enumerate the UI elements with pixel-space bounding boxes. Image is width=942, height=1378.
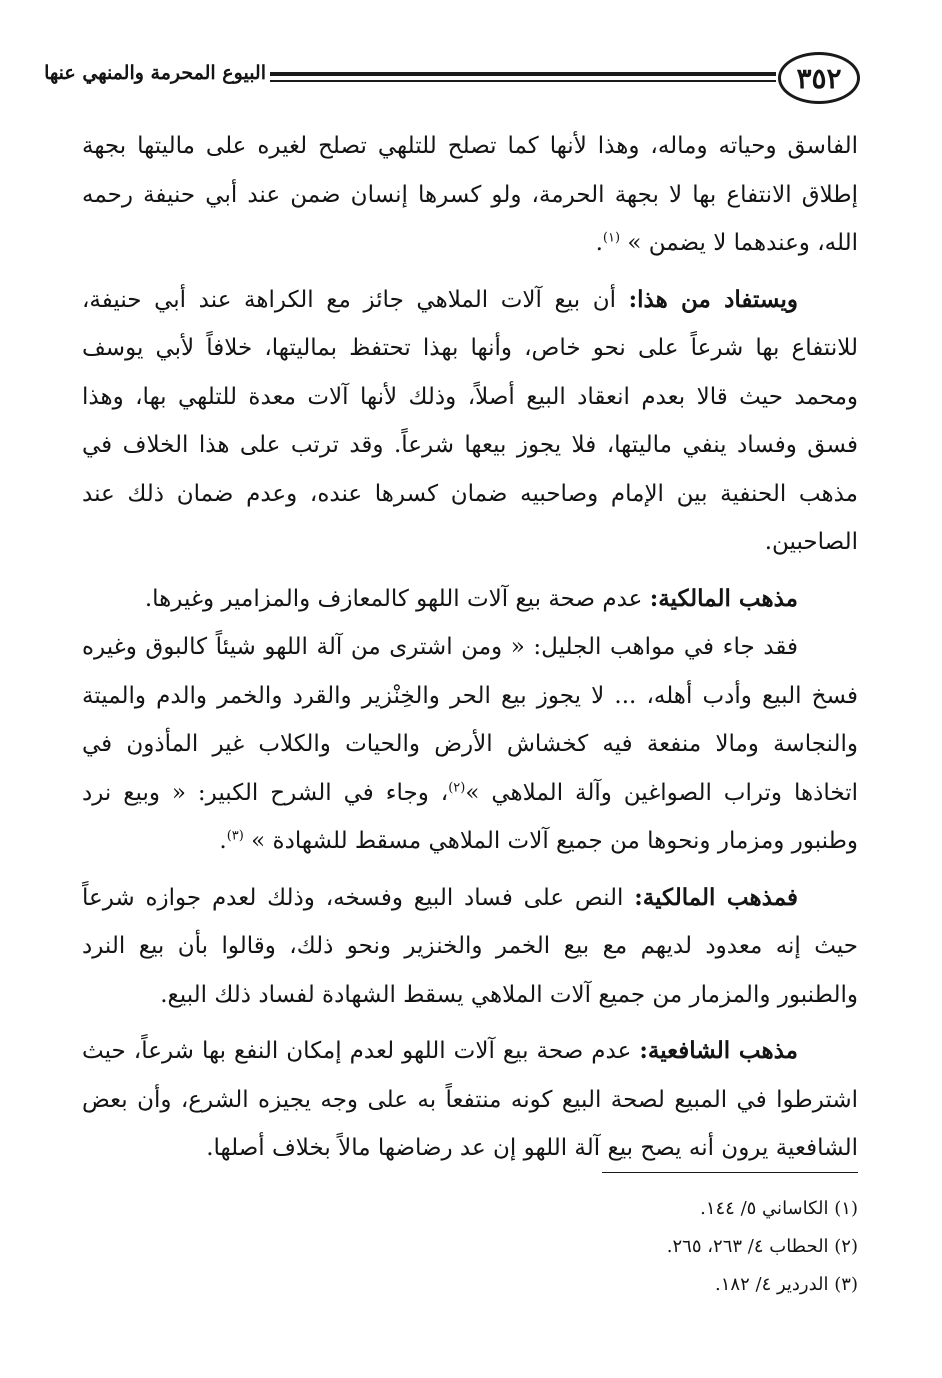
- footnote: (٢) الحطاب ٤/ ٢٦٣، ٢٦٥.: [666, 1236, 858, 1257]
- paragraph: [82, 1027, 858, 1173]
- paragraph: [82, 623, 858, 866]
- paragraph-tail: .: [219, 828, 227, 854]
- footnote-reference[interactable]: (١): [602, 230, 621, 246]
- paragraph-text: النص على فساد البيع وفسخه، وذلك لعدم جوازه شرعاً حيث إنه معدود لديهم مع بيع الخمر والخنزير ونحو ذلك، وقالوا بأن بيع النرد والطنبور والمزمار من جميع آلات الملاهي يسقط الشهادة لفساد ذلك البيع.: [82, 884, 858, 1008]
- page-number: ٣٥٢: [778, 52, 860, 104]
- paragraph-text: عدم صحة بيع آلات اللهو كالمعازف والمزامير وغيرها.: [144, 585, 650, 612]
- footnotes: [358, 1190, 858, 1304]
- paragraph-text: أن بيع آلات الملاهي جائز مع الكراهة عند أبي حنيفة، للانتفاع بها شرعاً على نحو خاص، وأنها بهذا تحتفظ بماليتها، خلافاً لأبي يوسف ومحمد حيث قالا بعدم انعقاد البيع أصلاً، وذلك لأنها آلات معدة للتلهي بها، وهذا فسق وفساد ينفي ماليتها، فلا يجوز بيعها شرعاً. وقد ترتب على هذا الخلاف في مذهب الحنفية بين الإمام وصاحبيه ضمان كسرها عنده، وعدم ضمان ذلك عند الصاحبين.: [82, 286, 858, 555]
- footnote: (١) الكاساني ٥/ ١٤٤.: [700, 1198, 858, 1219]
- header-rule: [270, 72, 776, 82]
- footnote-reference[interactable]: (٣): [226, 828, 244, 844]
- footnote-reference[interactable]: (٢): [448, 779, 466, 795]
- paragraph-lead: فمذهب المالكية:: [634, 883, 798, 911]
- paragraph: [82, 122, 858, 268]
- running-title: البيوع المحرمة والمنهي عنها: [44, 62, 266, 84]
- paragraph-text: عدم صحة بيع آلات اللهو لعدم إمكان النفع بها شرعاً، حيث اشترطوا في المبيع لصحة البيع كونه منتفعاً به على وجه يجيزه الشرع، وأن بعض الشافعية يرون أنه يصح بيع آلة اللهو إن عد رضاضها مالاً بخلاف أصلها.: [82, 1038, 858, 1161]
- paragraph: [82, 276, 858, 567]
- paragraph: [82, 575, 858, 624]
- paragraph-lead: مذهب المالكية:: [649, 584, 798, 612]
- paragraph-lead: مذهب الشافعية:: [639, 1037, 799, 1064]
- paragraph-tail: ، وجاء في الشرح الكبير: « وبيع نرد وطنبور ومزمار ونحوها من جميع آلات الملاهي مسقط للشهادة »: [82, 779, 858, 854]
- paragraph-text: فقد جاء في مواهب الجليل: « ومن اشترى من آلة اللهو شيئاً كالبوق وغيره فسخ البيع وأدب أهله، ... لا يجوز بيع الحر والخِنْزير والقرد والخمر والدم والميتة والنجاسة ومالا منفعة فيه كخشاش الأرض والحيات والكلاب غير المأذون في اتخاذها وتراب الصواغين وآلة الملاهي »: [82, 634, 858, 806]
- footnote: (٣) الدردير ٤/ ١٨٢.: [715, 1274, 858, 1295]
- main-text: [82, 122, 858, 1173]
- paragraph-text: الفاسق وحياته وماله، وهذا لأنها كما تصلح للتلهي تصلح لغيره على ماليتها بجهة إطلاق الانتفاع بها لا بجهة الحرمة، ولو كسرها إنسان ضمن عند أبي حنيفة رحمه الله، وعندهما لا يضمن »: [82, 133, 858, 256]
- paragraph: [82, 874, 858, 1020]
- paragraph-lead: ويستفاد من هذا:: [628, 285, 798, 313]
- paragraph-tail: .: [595, 230, 603, 256]
- footnote-separator: [602, 1172, 858, 1173]
- page-header: [44, 52, 860, 110]
